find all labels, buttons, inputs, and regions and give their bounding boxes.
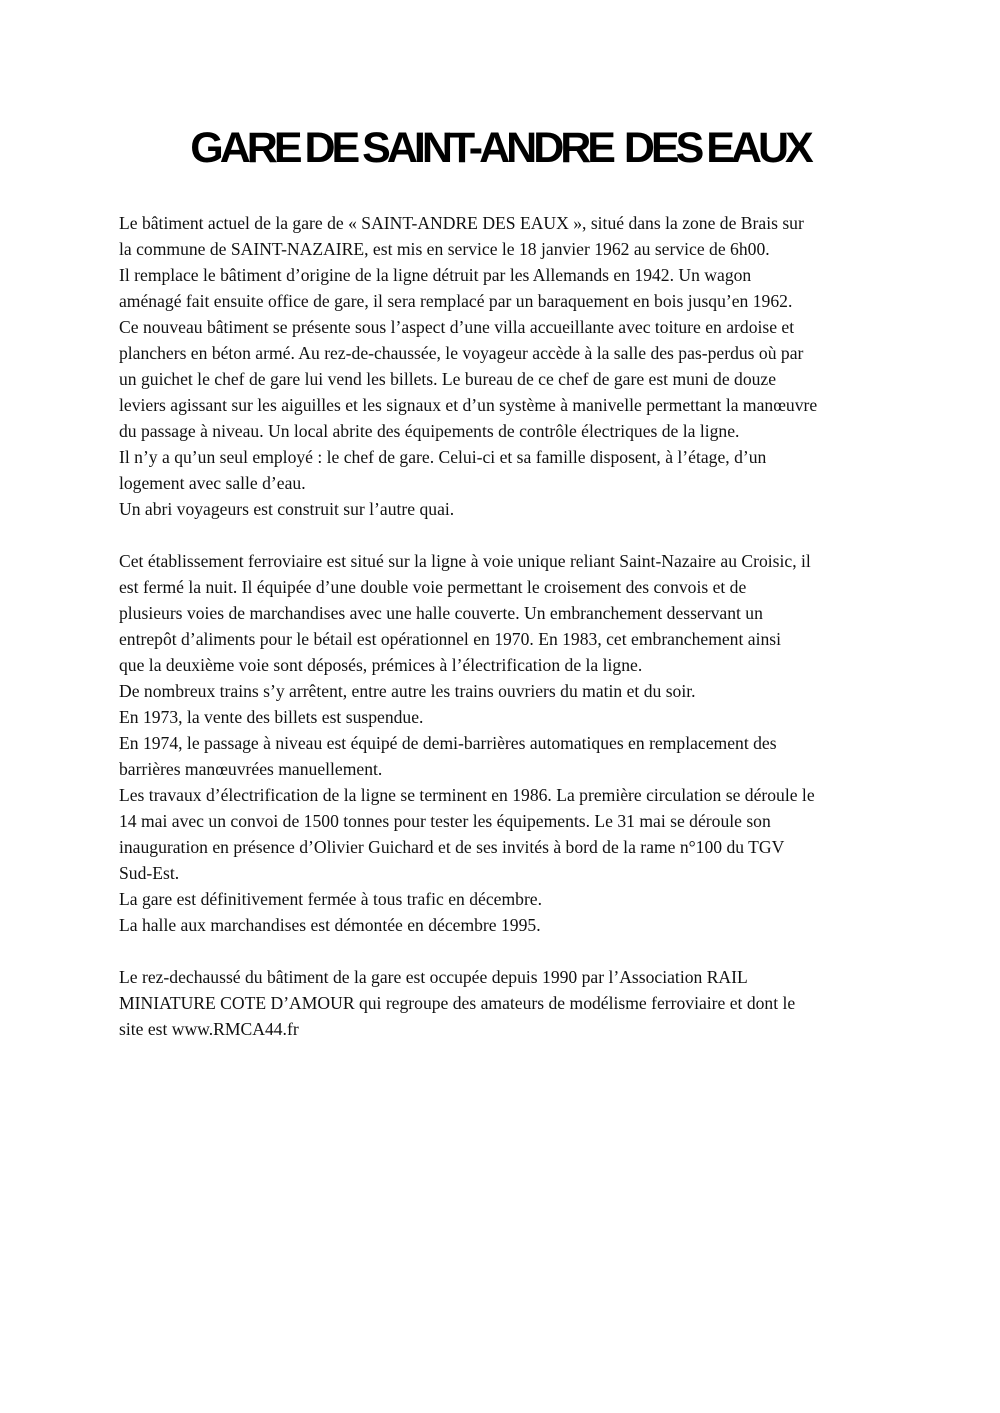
text-line: MINIATURE COTE D’AMOUR qui regroupe des amateurs de modélisme ferroviaire et dont le: [119, 993, 796, 1013]
paragraph: [119, 262, 881, 314]
text-line: logement avec salle d’eau.: [119, 473, 306, 493]
text-line: barrières manœuvrées manuellement.: [119, 759, 383, 779]
text-line: Sud-Est.: [119, 863, 180, 883]
paragraph: [119, 704, 881, 730]
text-line: Les travaux d’électrification de la ligne se terminent en 1986. La première circulation se déroule le: [119, 785, 815, 805]
text-line: Il n’y a qu’un seul employé : le chef de gare. Celui-ci et sa famille disposent, à l’étage, d’un: [119, 447, 767, 467]
text-line: la commune de SAINT-NAZAIRE, est mis en service le 18 janvier 1962 au service de 6h00.: [119, 239, 770, 259]
paragraph: [119, 782, 881, 886]
text-line: est fermé la nuit. Il équipée d’une double voie permettant le croisement des convois et de: [119, 577, 747, 597]
text-line: En 1973, la vente des billets est suspendue.: [119, 707, 424, 727]
document-body: [119, 210, 881, 1042]
text-line: Ce nouveau bâtiment se présente sous l’aspect d’une villa accueillante avec toiture en ardoise et: [119, 317, 795, 337]
text-line: En 1974, le passage à niveau est équipé de demi-barrières automatiques en remplacement des: [119, 733, 777, 753]
text-line: Cet établissement ferroviaire est situé sur la ligne à voie unique reliant Saint-Nazaire au Croisic, il: [119, 551, 811, 571]
paragraph: [119, 730, 881, 782]
text-line: Le bâtiment actuel de la gare de « SAINT-ANDRE DES EAUX », situé dans la zone de Brais sur: [119, 213, 804, 233]
text-line: un guichet le chef de gare lui vend les billets. Le bureau de ce chef de gare est muni de douze: [119, 369, 777, 389]
text-line: entrepôt d’aliments pour le bétail est opérationnel en 1970. En 1983, cet embranchement ainsi: [119, 629, 781, 649]
page-title: GARE DE SAINT-ANDRE DES EAUX: [190, 124, 810, 172]
text-line: leviers agissant sur les aiguilles et les signaux et d’un système à manivelle permettant la manœuvre: [119, 395, 818, 415]
paragraph: [119, 678, 881, 704]
paragraph: [119, 912, 881, 938]
text-line: Il remplace le bâtiment d’origine de la ligne détruit par les Allemands en 1942. Un wagon: [119, 265, 752, 285]
text-line: 14 mai avec un convoi de 1500 tonnes pour tester les équipements. Le 31 mai se déroule son: [119, 811, 771, 831]
text-line: La halle aux marchandises est démontée en décembre 1995.: [119, 915, 541, 935]
text-line: Un abri voyageurs est construit sur l’autre quai.: [119, 499, 455, 519]
paragraph: [119, 314, 881, 444]
text-line: inauguration en présence d’Olivier Guichard et de ses invités à bord de la rame n°100 du TGV: [119, 837, 785, 857]
paragraph: [119, 548, 881, 678]
text-line: Le rez-dechaussé du bâtiment de la gare est occupée depuis 1990 par l’Association RAIL: [119, 967, 748, 987]
paragraph: [119, 496, 881, 522]
paragraph: [119, 964, 881, 1042]
text-line: du passage à niveau. Un local abrite des équipements de contrôle électriques de la ligne.: [119, 421, 740, 441]
paragraph: [119, 886, 881, 912]
text-line: planchers en béton armé. Au rez-de-chaussée, le voyageur accède à la salle des pas-perdus où par: [119, 343, 804, 363]
text-line: site est www.RMCA44.fr: [119, 1019, 299, 1039]
text-line: aménagé fait ensuite office de gare, il sera remplacé par un baraquement en bois jusqu’en 1962.: [119, 291, 793, 311]
text-line: que la deuxième voie sont déposés, prémices à l’électrification de la ligne.: [119, 655, 643, 675]
text-line: De nombreux trains s’y arrêtent, entre autre les trains ouvriers du matin et du soir.: [119, 681, 696, 701]
paragraph: [119, 210, 881, 262]
text-line: plusieurs voies de marchandises avec une halle couverte. Un embranchement desservant un: [119, 603, 763, 623]
text-line: La gare est définitivement fermée à tous trafic en décembre.: [119, 889, 543, 909]
paragraph: [119, 444, 881, 496]
